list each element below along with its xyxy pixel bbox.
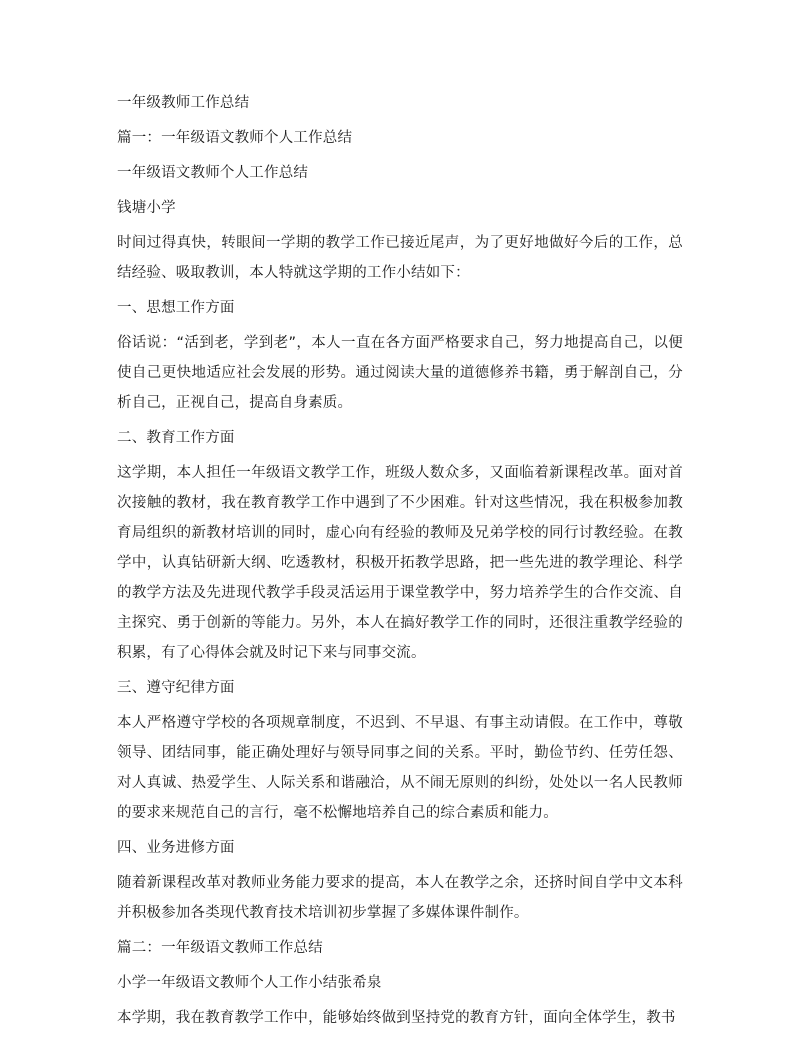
intro-paragraph: 时间过得真快，转眼间一学期的教学工作已接近尾声，为了更好地做好今后的工作，总结经验、吸取教训，本人特就这学期的工作小结如下：	[117, 235, 683, 281]
section1-paragraph: 俗话说：“活到老，学到老”，本人一直在各方面严格要求自己，努力地提高自己，以便使自己更快地适应社会发展的形势。通过阅读大量的道德修养书籍，勇于解剖自己，分析自己，正视自己，提高自身素质。	[117, 335, 683, 411]
document-page	[117, 88, 683, 1038]
section3-heading: 三、遵守纪律方面	[117, 680, 235, 696]
section3-paragraph: 本人严格遵守学校的各项规章制度，不迟到、不早退、有事主动请假。在工作中，尊敬领导、团结同事，能正确处理好与领导同事之间的关系。平时，勤俭节约、任劳任怨、对人真诚、热爱学生、人际关系和谐融洽，从不闹无原则的纠纷，处处以一名人民教师的要求来规范自己的言行，毫不松懈地培养自己的综合素质和能力。	[117, 715, 683, 821]
section4-paragraph: 随着新课程改革对教师业务能力要求的提高，本人在教学之余，还挤时间自学中文本科并积极参加各类现代教育技术培训初步掌握了多媒体课件制作。	[117, 875, 683, 921]
part2-paragraph: 本学期，我在教育教学工作中，能够始终做到坚持党的教育方针，面向全体学生，教书	[117, 1010, 676, 1026]
section1-heading: 一、思想工作方面	[117, 300, 235, 316]
part1-subtitle: 一年级语文教师个人工作总结	[117, 165, 309, 181]
document-title: 一年级教师工作总结	[117, 95, 250, 111]
part2-title: 篇二：一年级语文教师工作总结	[117, 940, 323, 956]
section2-paragraph: 这学期，本人担任一年级语文教学工作，班级人数众多，又面临着新课程改革。面对首次接触的教材，我在教育教学工作中遇到了不少困难。针对这些情况，我在积极参加教育局组织的新教材培训的同时，虚心向有经验的教师及兄弟学校的同行讨教经验。在教学中，认真钻研新大纲、吃透教材，积极开拓教学思路，把一些先进的教学理论、科学的教学方法及先进现代教学手段灵活运用于课堂教学中，努力培养学生的合作交流、自主探究、勇于创新的等能力。另外，本人在搞好教学工作的同时，还很注重教学经验的积累，有了心得体会就及时记下来与同事交流。	[117, 465, 683, 661]
section4-heading: 四、业务进修方面	[117, 840, 235, 856]
school-name: 钱塘小学	[117, 200, 176, 216]
part1-title: 篇一：一年级语文教师个人工作总结	[117, 130, 353, 146]
part2-subtitle: 小学一年级语文教师个人工作小结张希泉	[117, 975, 382, 991]
section2-heading: 二、教育工作方面	[117, 430, 235, 446]
